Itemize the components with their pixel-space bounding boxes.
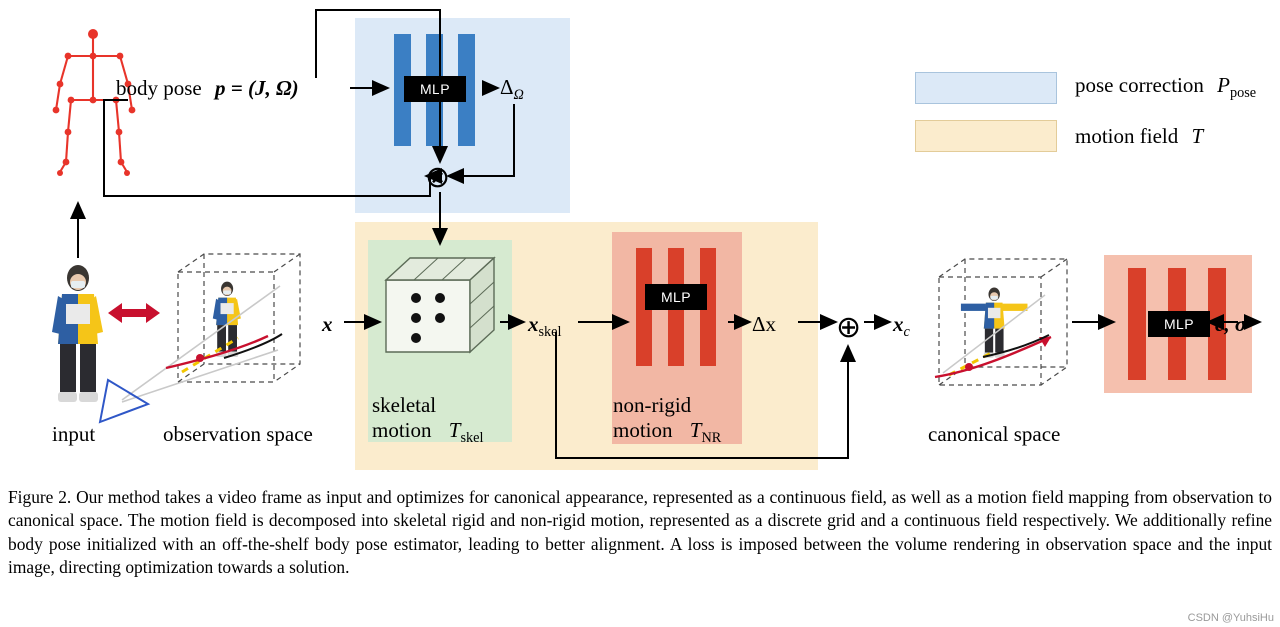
nonrigid-symbol-sub: NR bbox=[701, 429, 722, 446]
nonrigid-line1: non-rigid bbox=[613, 393, 692, 417]
legend-symbol-motion-field: T bbox=[1191, 123, 1204, 148]
caption-label: Figure 2. bbox=[8, 487, 72, 507]
canonical-mlp-chip: MLP bbox=[1148, 311, 1210, 337]
nonrigid-symbol: T bbox=[689, 417, 702, 442]
add-operator: ⊕ bbox=[836, 310, 862, 345]
pose-mlp-chip: MLP bbox=[404, 76, 466, 102]
body-pose-text: body pose bbox=[116, 76, 202, 100]
canonical-space-label: canonical space bbox=[928, 422, 1061, 446]
omega-sub: Ω bbox=[513, 87, 524, 104]
legend-symbol-pose-correction: P bbox=[1217, 73, 1230, 98]
delta-symbol: Δ bbox=[500, 75, 514, 99]
skeletal-line1: skeletal bbox=[372, 393, 437, 417]
x-label: x bbox=[322, 312, 333, 336]
legend-symbol-sub-pose-correction: pose bbox=[1229, 85, 1257, 102]
multiply-operator: ⊗ bbox=[425, 160, 451, 195]
watermark: CSDN @YuhsiHu bbox=[1187, 612, 1274, 624]
skeletal-line2: motion bbox=[372, 417, 432, 442]
input-label: input bbox=[52, 422, 96, 446]
legend-text-pose-correction: pose correction bbox=[1075, 73, 1204, 98]
observation-space-label: observation space bbox=[163, 422, 313, 446]
figure-caption bbox=[8, 486, 1272, 580]
skeletal-symbol-sub: skel bbox=[460, 429, 484, 446]
nonrigid-line2: motion bbox=[613, 417, 673, 442]
skeletal-symbol: T bbox=[448, 417, 461, 442]
x-skel-symbol: x bbox=[528, 312, 539, 336]
legend-text-motion-field: motion field bbox=[1075, 123, 1179, 148]
delta-x-text: Δx bbox=[752, 312, 777, 336]
x-c-symbol: x bbox=[893, 312, 904, 336]
nonrigid-mlp-chip: MLP bbox=[645, 284, 707, 310]
caption-text: Our method takes a video frame as input and optimizes for canonical appearance, represented as a continuous field, as well as a motion field mapping from observation to canonical space. The motion field is decomposed into skeletal rigid and non-rigid motion, represented as a discrete grid and a continuous field respectively. We additionally refine body pose initialized with an off-the-shelf body pose estimator, leading to better alignment. A loss is imposed between the volume rendering in observation space and the input image, directing optimization towards a solution. bbox=[8, 487, 1273, 578]
x-c-sub: c bbox=[903, 324, 910, 341]
x-skel-sub: skel bbox=[538, 324, 562, 341]
body-pose-math: p = (J, Ω) bbox=[215, 76, 299, 100]
c-sigma-text: c, σ bbox=[1215, 312, 1247, 336]
